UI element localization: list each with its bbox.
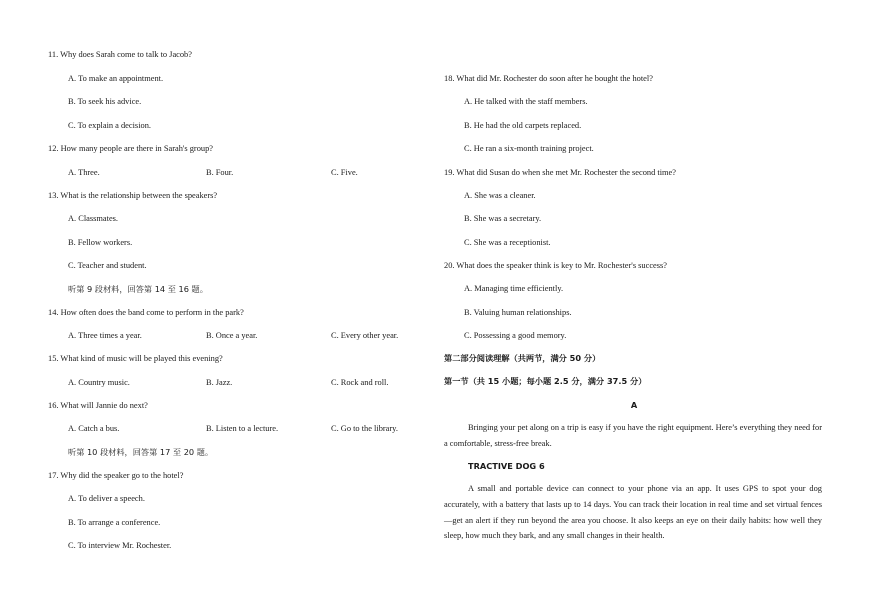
product-description: A small and portable device can connect to your phone via an app. It uses GPS to spot your dog accurately, with a battery that lasts up to 14 days. You can track their location in real time and set virtual fences—get an alert if they run beyond the area you choose. It also keeps an eye on their daily habits: how well they sleep, how much they bark, and any small changes in their health.: [444, 484, 822, 541]
q18-stem: 18. What did Mr. Rochester do soon after he bought the hotel?: [444, 74, 653, 83]
q13-stem: 13. What is the relationship between the speakers?: [48, 191, 218, 200]
q15-option-a: A. Country music.: [68, 378, 130, 387]
q15-option-b: B. Jazz.: [206, 378, 233, 387]
q17-option-b: B. To arrange a conference.: [68, 518, 161, 527]
q18-option-b: B. He had the old carpets replaced.: [464, 121, 582, 130]
q11-option-c: C. To explain a decision.: [68, 121, 151, 130]
part-two-heading: 第二部分阅读理解（共两节，满分 50 分）: [444, 353, 601, 363]
q14-stem: 14. How often does the band come to perform in the park?: [48, 308, 244, 317]
q12-option-c: C. Five.: [331, 168, 358, 177]
q17-stem: 17. Why did the speaker go to the hotel?: [48, 471, 184, 480]
q11-stem: 11. Why does Sarah come to talk to Jacob?: [48, 50, 192, 59]
q20-option-c: C. Possessing a good memory.: [464, 331, 567, 340]
q16-option-b: B. Listen to a lecture.: [206, 424, 279, 433]
q14-option-a: A. Three times a year.: [68, 331, 142, 340]
q20-stem: 20. What does the speaker think is key to Mr. Rochester's success?: [444, 261, 668, 270]
q16-option-a: A. Catch a bus.: [68, 424, 120, 433]
q19-option-b: B. She was a secretary.: [464, 214, 542, 223]
q19-option-c: C. She was a receptionist.: [464, 238, 551, 247]
q13-option-a: A. Classmates.: [68, 214, 119, 223]
q13-option-b: B. Fellow workers.: [68, 238, 133, 247]
q16-option-c: C. Go to the library.: [331, 424, 398, 433]
passage-intro: Bringing your pet along on a trip is easy if you have the right equipment. Here’s everything they need for a comfortable, stress-free break.: [444, 423, 822, 448]
q20-option-a: A. Managing time efficiently.: [464, 284, 564, 293]
q16-stem: 16. What will Jannie do next?: [48, 401, 148, 410]
q17-option-a: A. To deliver a speech.: [68, 494, 145, 503]
q19-stem: 19. What did Susan do when she met Mr. Rochester the second time?: [444, 168, 676, 177]
passage-letter: A: [630, 400, 638, 410]
q11-option-b: B. To seek his advice.: [68, 97, 142, 106]
q17-option-c: C. To interview Mr. Rochester.: [68, 541, 172, 550]
q12-stem: 12. How many people are there in Sarah's group?: [48, 144, 214, 153]
q14-option-b: B. Once a year.: [206, 331, 258, 340]
q19-option-a: A. She was a cleaner.: [464, 191, 536, 200]
instruction-passage-9: 听第 9 段材料，回答第 14 至 16 题。: [68, 284, 208, 294]
q15-option-c: C. Rock and roll.: [331, 378, 389, 387]
q12-option-a: A. Three.: [68, 168, 100, 177]
q15-stem: 15. What kind of music will be played this evening?: [48, 354, 223, 363]
q12-option-b: B. Four.: [206, 168, 234, 177]
q18-option-a: A. He talked with the staff members.: [464, 97, 588, 106]
q11-option-a: A. To make an appointment.: [68, 74, 164, 83]
section-one-heading: 第一节（共 15 小题；每小题 2.5 分，满分 37.5 分）: [444, 376, 647, 386]
q13-option-c: C. Teacher and student.: [68, 261, 147, 270]
q14-option-c: C. Every other year.: [331, 331, 399, 340]
q18-option-c: C. He ran a six-month training project.: [464, 144, 594, 153]
product-title: TRACTIVE DOG 6: [468, 461, 545, 471]
instruction-passage-10: 听第 10 段材料，回答第 17 至 20 题。: [68, 447, 214, 457]
q20-option-b: B. Valuing human relationships.: [464, 308, 572, 317]
